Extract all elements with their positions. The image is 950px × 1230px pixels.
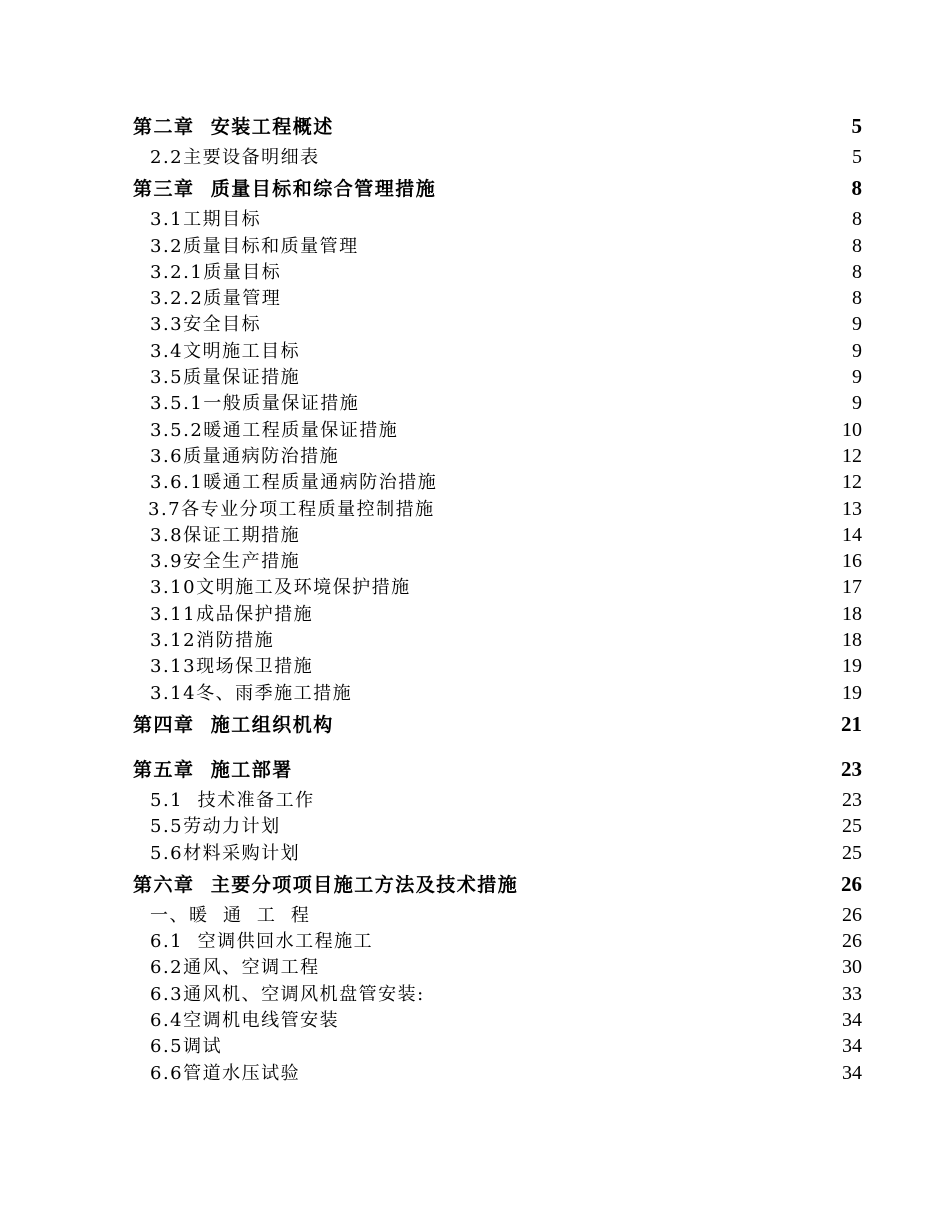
toc-chapter-6[interactable] [133, 866, 862, 902]
toc-section[interactable] [133, 574, 862, 600]
toc-entry-page: 23 [841, 756, 862, 781]
toc-entry-title: 6.4空调机电线管安装 [150, 1010, 340, 1032]
toc-entry-title: 6.3通风机、空调风机盘管安装: [150, 983, 425, 1005]
toc-entry-title: 3.3安全目标 [150, 314, 262, 336]
toc-entry-title: 3.5质量保证措施 [150, 367, 301, 389]
toc-entry-page: 9 [852, 392, 862, 415]
toc-section[interactable] [133, 954, 862, 980]
toc-section[interactable] [133, 653, 862, 679]
toc-entry-page: 8 [852, 287, 862, 310]
toc-entry-title: 6.6管道水压试验 [150, 1062, 301, 1084]
toc-chapter-4[interactable] [133, 706, 862, 742]
toc-chapter-5[interactable] [133, 751, 862, 787]
toc-entry-title: 5.5劳动力计划 [150, 816, 281, 838]
toc-section[interactable] [133, 1033, 862, 1059]
toc-entry-page: 8 [851, 176, 862, 201]
toc-entry-title: 5.6材料采购计划 [150, 842, 301, 864]
toc-section[interactable] [133, 840, 862, 866]
toc-section[interactable] [133, 1060, 862, 1086]
toc-entry-title: 3.5.2暖通工程质量保证措施 [150, 419, 399, 441]
toc-section[interactable] [133, 285, 862, 311]
toc-entry-page: 26 [842, 930, 862, 953]
toc-entry-page: 18 [842, 629, 862, 652]
toc-chapter-3[interactable] [133, 170, 862, 206]
toc-section[interactable] [133, 522, 862, 548]
toc-entry-page: 8 [852, 234, 862, 257]
toc-entry-page: 34 [842, 1009, 862, 1032]
toc-entry-title: 3.13现场保卫措施 [150, 656, 314, 678]
toc-entry-page: 26 [842, 903, 862, 926]
toc-entry-page: 10 [842, 418, 862, 441]
toc-entry-page: 12 [842, 444, 862, 467]
toc-entry-page: 5 [851, 114, 862, 138]
toc-entry-page: 26 [841, 871, 862, 896]
toc-chapter-2[interactable] [133, 108, 862, 144]
toc-entry-page: 9 [852, 366, 862, 389]
toc-entry-page: 17 [842, 576, 862, 599]
toc-section[interactable] [133, 259, 862, 285]
toc-section[interactable] [133, 680, 862, 706]
toc-section[interactable] [133, 311, 862, 337]
toc-entry-page: 18 [842, 602, 862, 625]
toc-entry-title: 3.7各专业分项工程质量控制措施 [148, 498, 435, 520]
toc-entry-title: 2.2主要设备明细表 [150, 147, 320, 168]
toc-section[interactable] [133, 469, 862, 495]
toc-entry-title: 6.2通风、空调工程 [150, 957, 320, 979]
toc-entry-page: 9 [852, 313, 862, 336]
toc-entry-title: 3.5.1一般质量保证措施 [150, 393, 360, 415]
toc-section[interactable] [133, 233, 862, 259]
toc-entry-page: 5 [852, 146, 862, 168]
toc-section[interactable] [133, 417, 862, 443]
toc-section[interactable] [133, 813, 862, 839]
toc-entry-title: 第四章 施工组织机构 [133, 713, 334, 736]
toc-entry-title: 3.8保证工期措施 [150, 524, 301, 546]
toc-section[interactable] [133, 496, 862, 522]
toc-section[interactable] [133, 364, 862, 390]
toc-section[interactable] [133, 548, 862, 574]
toc-entry-page: 30 [842, 956, 862, 979]
toc-entry-page: 19 [842, 655, 862, 678]
toc-section[interactable] [133, 206, 862, 232]
toc-section[interactable] [133, 787, 862, 813]
toc-entry-title: 3.4文明施工目标 [150, 340, 301, 362]
toc-entry-title: 3.14冬、雨季施工措施 [150, 682, 353, 704]
toc-entry-title: 5.1 技术准备工作 [150, 789, 315, 811]
toc-section[interactable] [133, 928, 862, 954]
toc-entry-page: 25 [842, 815, 862, 838]
toc-section[interactable] [133, 144, 862, 170]
toc-entry-page: 14 [842, 523, 862, 546]
toc-entry-title: 一、暖 通 工 程 [150, 904, 311, 926]
toc-entry-page: 33 [842, 982, 862, 1005]
toc-entry-title: 6.5调试 [150, 1036, 223, 1058]
toc-entry-page: 13 [842, 497, 862, 520]
toc-section[interactable] [133, 627, 862, 653]
toc-section[interactable] [133, 601, 862, 627]
table-of-contents [133, 108, 862, 1086]
toc-entry-page: 23 [842, 788, 862, 811]
toc-entry-title: 3.1工期目标 [150, 209, 262, 231]
toc-entry-title: 3.6质量通病防治措施 [150, 445, 340, 467]
toc-entry-page: 8 [852, 260, 862, 283]
toc-section[interactable] [133, 902, 862, 928]
toc-entry-title: 第五章 施工部署 [133, 758, 293, 781]
toc-section[interactable] [133, 443, 862, 469]
toc-entry-title: 6.1 空调供回水工程施工 [150, 931, 374, 953]
toc-entry-title: 3.2.2质量管理 [150, 288, 282, 310]
toc-entry-title: 3.11成品保护措施 [150, 603, 314, 625]
toc-entry-page: 16 [842, 550, 862, 573]
toc-entry-title: 第六章 主要分项项目施工方法及技术措施 [133, 873, 519, 896]
toc-entry-title: 3.6.1暖通工程质量通病防治措施 [150, 472, 438, 494]
toc-entry-page: 25 [842, 841, 862, 864]
toc-entry-page: 21 [841, 711, 862, 736]
toc-entry-page: 8 [852, 208, 862, 231]
toc-entry-title: 3.10文明施工及环境保护措施 [150, 577, 411, 599]
toc-entry-title: 3.2.1质量目标 [150, 261, 282, 283]
toc-section[interactable] [133, 1007, 862, 1033]
toc-entry-title: 3.9安全生产措施 [150, 551, 301, 573]
toc-section[interactable] [133, 390, 862, 416]
toc-section[interactable] [133, 981, 862, 1007]
toc-entry-page: 9 [852, 339, 862, 362]
toc-entry-title: 3.2质量目标和质量管理 [150, 235, 359, 257]
toc-entry-page: 34 [842, 1035, 862, 1058]
toc-section[interactable] [133, 338, 862, 364]
toc-entry-page: 12 [842, 471, 862, 494]
toc-entry-title: 第三章 质量目标和综合管理措施 [133, 178, 437, 201]
toc-entry-page: 34 [842, 1061, 862, 1084]
toc-entry-title: 第二章 安装工程概述 [133, 116, 334, 138]
toc-entry-page: 19 [842, 681, 862, 704]
toc-entry-title: 3.12消防措施 [150, 630, 275, 652]
